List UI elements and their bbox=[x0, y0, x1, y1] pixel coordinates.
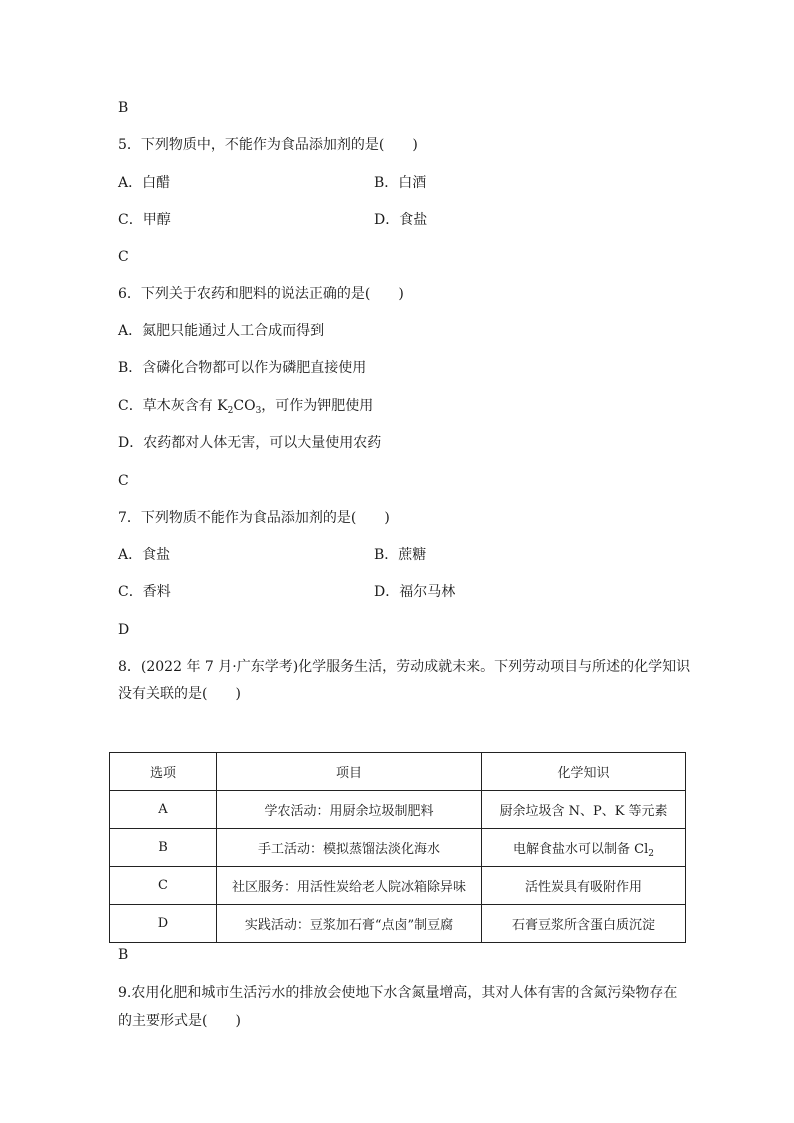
table-cell: 社区服务：用活性炭给老人院冰箱除异味 bbox=[217, 867, 482, 905]
question-8-answer: B bbox=[118, 947, 129, 963]
question-9-stem-line-2: 的主要形式是( ) bbox=[118, 1013, 241, 1029]
table-row bbox=[110, 791, 686, 829]
answer-previous: B bbox=[118, 100, 129, 116]
question-9-stem-line-1: 9.农用化肥和城市生活污水的排放会使地下水含氮量增高，其对人体有害的含氮污染物存在 bbox=[118, 985, 678, 1001]
question-5-option-c: C．甲醇 bbox=[118, 212, 171, 228]
cell-text: 电解食盐水可以制备 Cl bbox=[513, 842, 649, 857]
question-8-stem-line-1: 8．(2022 年 7 月·广东学考)化学服务生活，劳动成就未来。下列劳动项目与所述的化学知识 bbox=[118, 659, 691, 675]
question-7-option-a: A．食盐 bbox=[118, 547, 171, 563]
table-cell: 厨余垃圾含 N、P、K 等元素 bbox=[482, 791, 686, 829]
table-row bbox=[110, 905, 686, 943]
question-8-table bbox=[109, 752, 686, 943]
table-header: 化学知识 bbox=[482, 753, 686, 791]
option-c-text-3: ，可作为钾肥使用 bbox=[261, 398, 374, 414]
question-5-answer: C bbox=[118, 249, 129, 265]
table-cell: A bbox=[110, 791, 217, 829]
table-cell: 手工活动：模拟蒸馏法淡化海水 bbox=[217, 829, 482, 867]
question-6-option-b: B．含磷化合物都可以作为磷肥直接使用 bbox=[118, 360, 367, 376]
table-row bbox=[110, 867, 686, 905]
question-7-option-d: D．福尔马林 bbox=[374, 584, 456, 600]
subscript-2: 2 bbox=[227, 406, 234, 416]
table-cell: 活性炭具有吸附作用 bbox=[482, 867, 686, 905]
question-6-option-c bbox=[118, 396, 373, 416]
option-c-text-2: CO bbox=[233, 398, 256, 414]
table-header: 项目 bbox=[217, 753, 482, 791]
subscript-2: 2 bbox=[648, 849, 654, 859]
table-cell: D bbox=[110, 905, 217, 943]
question-7-option-c: C．香料 bbox=[118, 584, 171, 600]
question-8-stem-line-2: 没有关联的是( ) bbox=[118, 686, 241, 702]
table-header: 选项 bbox=[110, 753, 217, 791]
question-7-option-b: B．蔗糖 bbox=[374, 547, 427, 563]
question-5-option-a: A．白醋 bbox=[118, 175, 171, 191]
question-7-answer: D bbox=[118, 622, 130, 638]
question-7-stem: 7．下列物质不能作为食品添加剂的是( ) bbox=[118, 510, 390, 526]
subscript-3: 3 bbox=[255, 406, 262, 416]
question-5-stem: 5．下列物质中，不能作为食品添加剂的是( ) bbox=[118, 137, 418, 153]
question-6-option-d: D．农药都对人体无害，可以大量使用农药 bbox=[118, 435, 382, 451]
question-5-option-b: B．白酒 bbox=[374, 175, 427, 191]
question-6-answer: C bbox=[118, 473, 129, 489]
table-cell bbox=[482, 829, 686, 867]
table-cell: 实践活动：豆浆加石膏“点卤”制豆腐 bbox=[217, 905, 482, 943]
table-cell: C bbox=[110, 867, 217, 905]
table-cell: 石膏豆浆所含蛋白质沉淀 bbox=[482, 905, 686, 943]
table-cell: B bbox=[110, 829, 217, 867]
table-cell: 学农活动：用厨余垃圾制肥料 bbox=[217, 791, 482, 829]
question-5-option-d: D．食盐 bbox=[374, 212, 428, 228]
option-c-text-1: C．草木灰含有 K bbox=[118, 398, 228, 414]
question-6-stem: 6．下列关于农药和肥料的说法正确的是( ) bbox=[118, 286, 404, 302]
table-row bbox=[110, 829, 686, 867]
table-header-row bbox=[110, 753, 686, 791]
question-6-option-a: A．氮肥只能通过人工合成而得到 bbox=[118, 323, 325, 339]
